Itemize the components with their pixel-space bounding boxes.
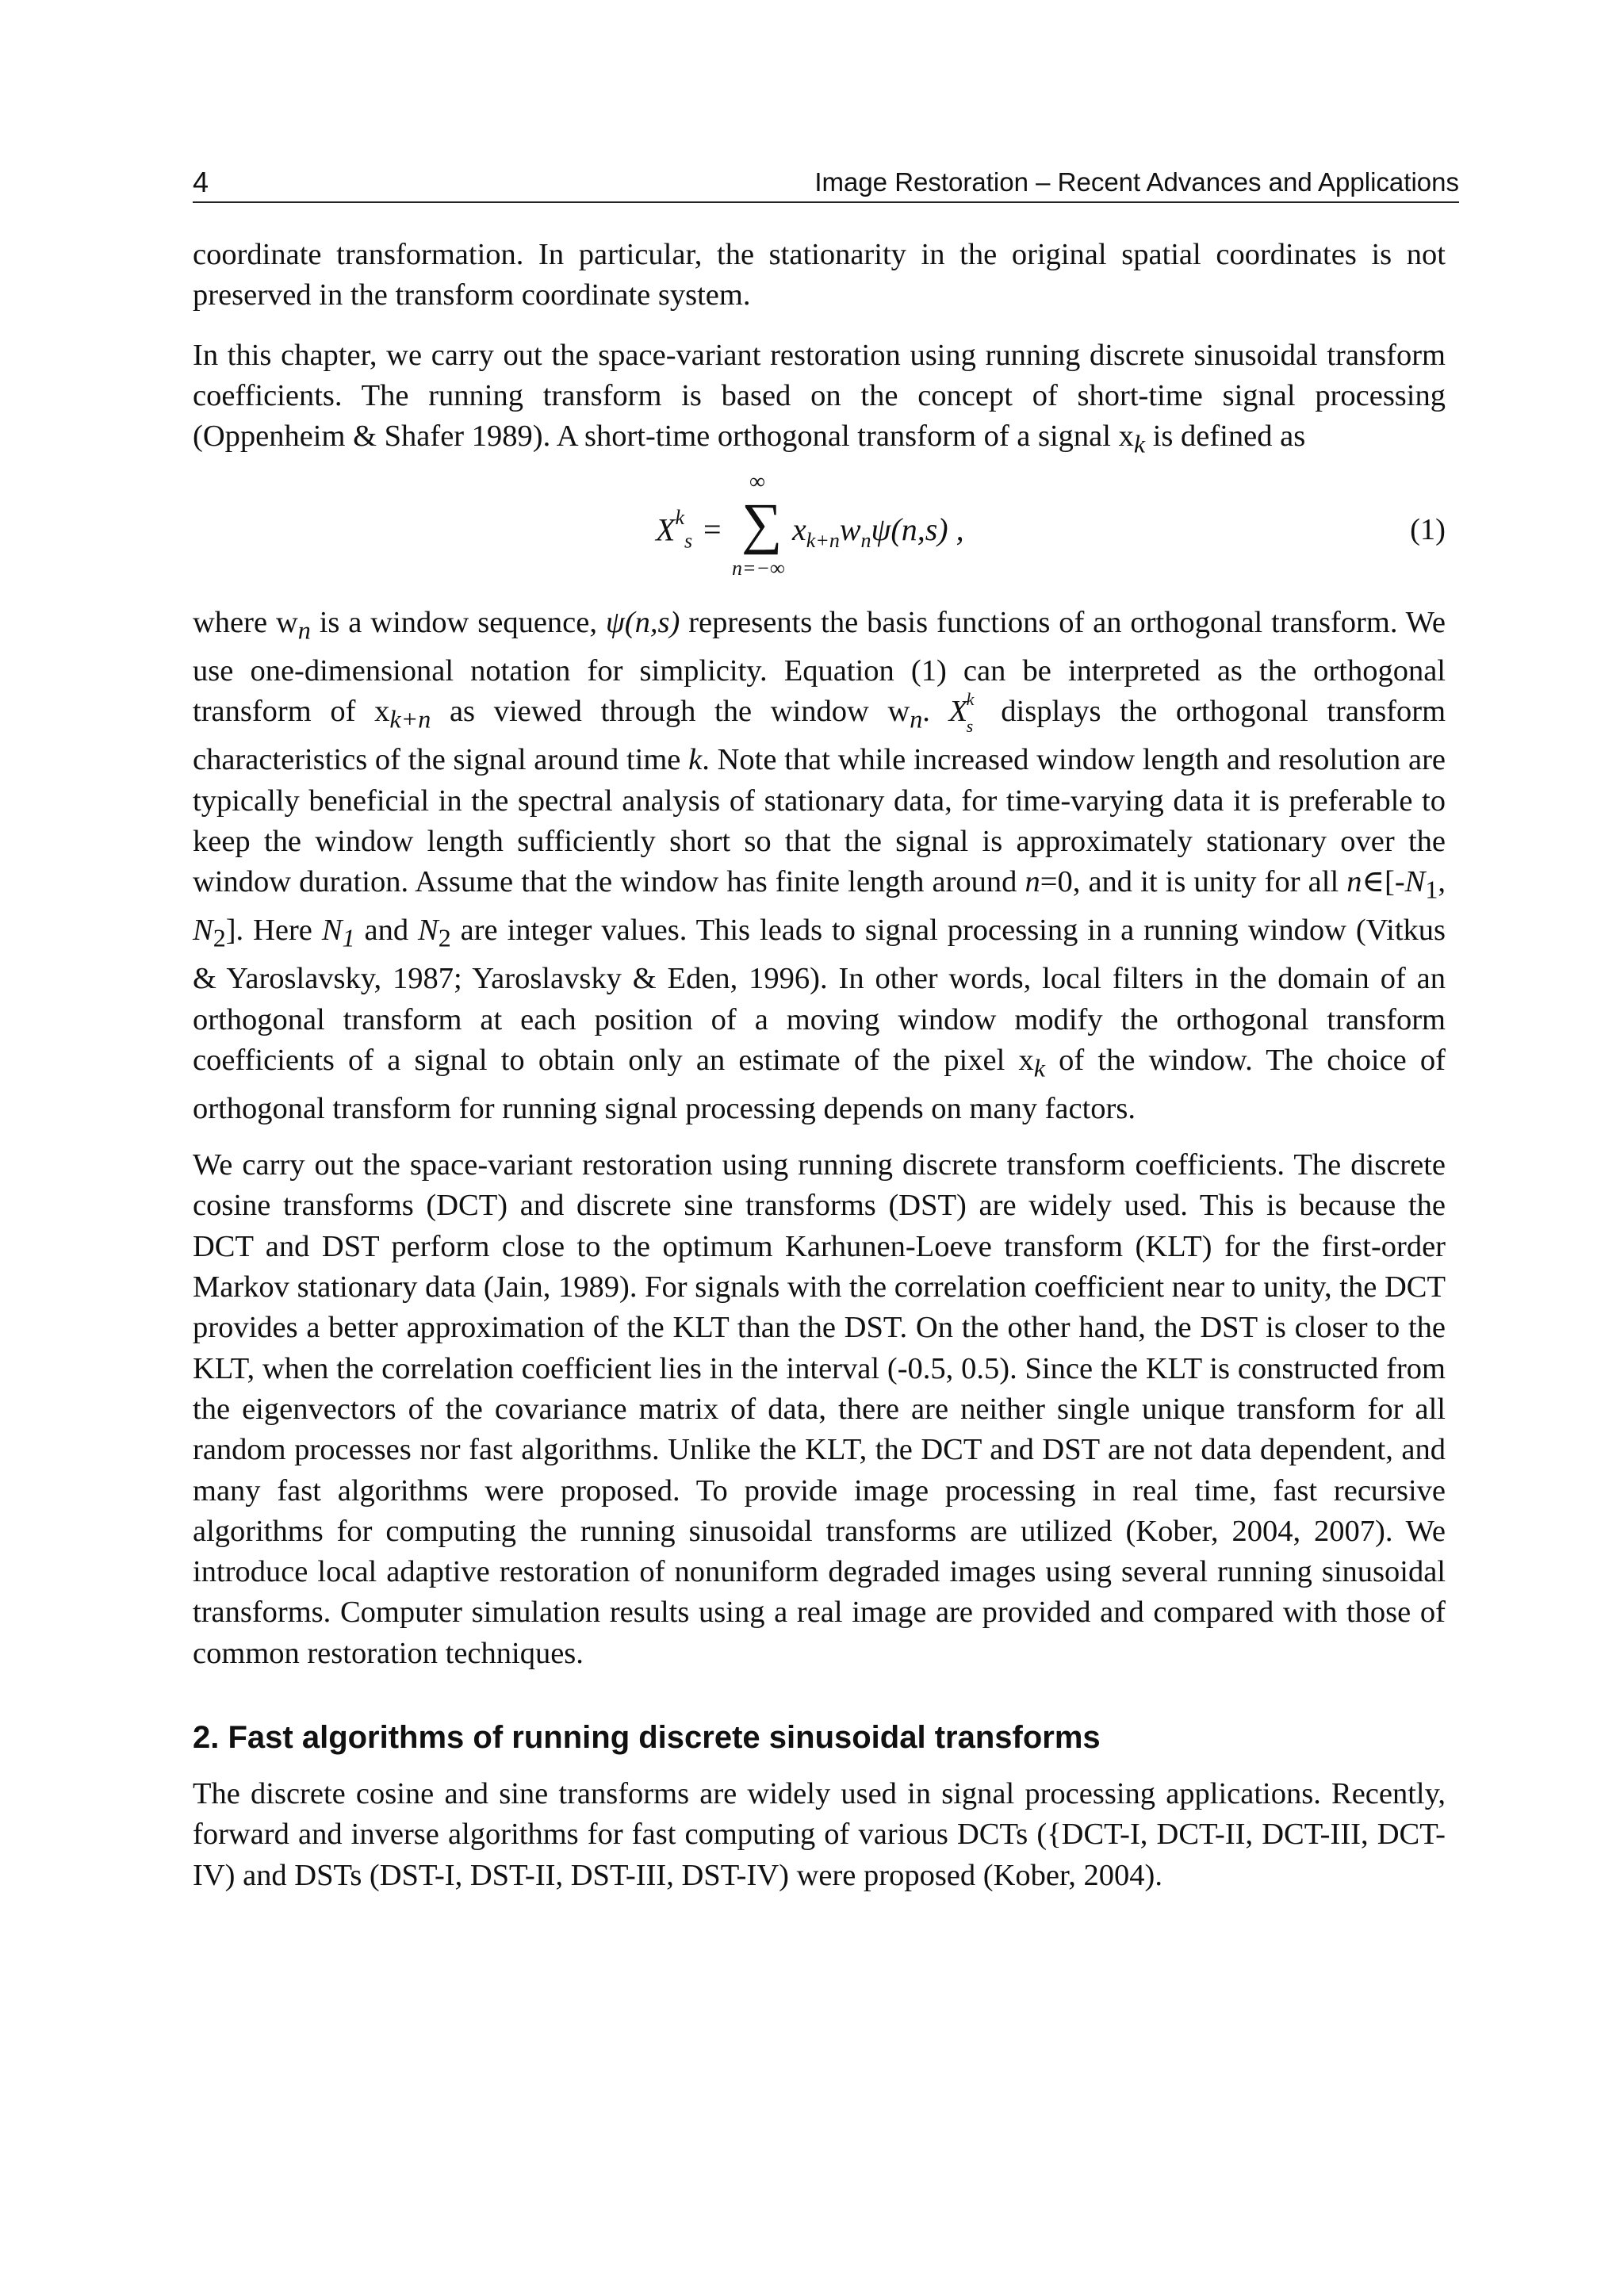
paragraph-5: The discrete cosine and sine transforms are widely used in signal processing applications. Recently, forward and inverse algorithms for fast computing of various DCTs ({DCT-I, DCT-II, DCT-III, DCT-IV) and DSTs (DST-I, DST-II, DST-III, DST-IV) were proposed (Kober, 2004). — [193, 1777, 1446, 1892]
p3-text-i: ∈[- — [1362, 865, 1405, 899]
p3-k: k — [688, 743, 703, 777]
section-heading: 2. Fast algorithms of running discrete sinusoidal transforms — [193, 1720, 1101, 1756]
p3-N2-sub: 2 — [213, 924, 226, 952]
p3-X-sup: k — [966, 689, 975, 710]
p3-X-sub: s — [966, 716, 974, 737]
equation-equals: = — [703, 511, 722, 548]
equation-lhs — [656, 506, 693, 553]
equation-lhs-sup: k — [675, 506, 684, 530]
paragraph-3 — [193, 603, 1446, 1129]
sum-lower-limit: n=−∞ — [732, 557, 785, 580]
summand-w-sub: n — [860, 529, 871, 553]
page-number: 4 — [193, 166, 209, 198]
summand-x-sub: k+n — [806, 529, 840, 553]
p3-N2: N — [193, 914, 213, 948]
p3-text-c: represents the basis functions of an orthogonal transform. We use one-dimensional notation for simplicity. Equation (1) can be interpreted as the orthogonal transform of x — [193, 606, 1446, 729]
equation-lhs-symbol: X — [656, 511, 676, 548]
p3-N1b-sub: 1 — [342, 924, 355, 952]
sum-upper-limit: ∞ — [749, 469, 765, 495]
summand-x: x — [792, 511, 806, 548]
equation-lhs-sub: s — [684, 529, 693, 553]
p3-N1b: N — [321, 914, 343, 948]
p3-text-b: is a window sequence, — [310, 606, 606, 640]
p3-text-d: as viewed through the window w — [431, 695, 910, 729]
p3-text-h: =0, and it is unity for all — [1040, 865, 1347, 899]
page-header — [193, 165, 1459, 203]
p3-N1-sub: 1 — [1425, 875, 1438, 905]
p3-sub-n: n — [297, 615, 311, 645]
equation-1 — [193, 469, 1446, 584]
p3-text-m: are integer values. This leads to signal processing in a running window (Vitkus & Yaroslavsky, 1987; Yaroslavsky & Eden, 1996). In other words, local filters in the domain of an orthogonal transform at each position of a moving window modify the orthogonal transform coefficients of a signal to obtain only an estimate of the pixel x — [193, 914, 1446, 1077]
p3-text-a: where w — [193, 606, 298, 640]
paragraph-2-text-a: In this chapter, we carry out the space-variant restoration using running discrete sinusoidal transform coefficients. The running transform is based on the concept of short-time signal processing (Oppenheim & Shafer 1989). A short-time orthogonal transform of a signal x — [193, 338, 1446, 454]
p3-N1: N — [1404, 865, 1426, 899]
running-title: Image Restoration – Recent Advances and Applications — [814, 167, 1459, 197]
paragraph-2-text-b: is defined as — [1145, 420, 1306, 454]
p3-inline-X — [948, 689, 982, 737]
p3-text-f: displays the orthogonal transform characteristics of the signal around time — [193, 695, 1446, 777]
paragraph-2-subscript: k — [1133, 429, 1146, 458]
sum-symbol: ∑ — [741, 492, 783, 556]
paragraph-2 — [193, 335, 1446, 465]
p3-psi: ψ(n,s) — [605, 606, 680, 640]
paragraph-4: We carry out the space-variant restoration using running discrete transform coefficients. The discrete cosine transforms (DCT) and discrete sine transforms (DST) are widely used. This is because the DCT and DST perform close to the optimum Karhunen-Loeve transform (KLT) for the first-order Markov stationary data (Jain, 1989). For signals with the correlation coefficient near to unity, the DCT provides a better approximation of the KLT than the DST. On the other hand, the DST is closer to the KLT, when the correlation coefficient lies in the interval (-0.5, 0.5). Since the KLT is constructed from the eigenvectors of the covariance matrix of data, there are neither single unique transform for all random processes nor fast algorithms. Unlike the KLT, the DCT and DST are not data dependent, and many fast algorithms were proposed. To provide image processing in real time, fast recursive algorithms for computing the running sinusoidal transforms are utilized (Kober, 2004, 2007). We introduce local adaptive restoration of nonuniform degraded images using several running sinusoidal transforms. Computer simulation results using a real image are provided and compared with those of common restoration techniques. — [193, 1148, 1446, 1670]
p3-text-g: . Note that while increased window length and resolution are typically beneficial in the spectral analysis of stationary data, for time-varying data it is preferable to keep the window length sufficiently short so that the signal is approximately stationary over the window duration. Assume that the window has finite length around — [193, 743, 1446, 899]
p3-sub-n2: n — [910, 705, 923, 734]
p3-text-j: , — [1438, 865, 1446, 899]
p3-text-n: of the window. The choice of orthogonal transform for running signal processing depends on many factors. — [193, 1043, 1446, 1125]
equation-summand — [792, 511, 964, 553]
p3-sub-kn: k+n — [389, 705, 431, 734]
equation-body — [656, 469, 1068, 584]
p3-text-e: . — [922, 695, 949, 729]
p3-text-l: and — [354, 914, 418, 948]
p3-N2b-sub: 2 — [438, 924, 451, 952]
p3-n0: n — [1025, 865, 1040, 899]
p3-X: X — [948, 695, 968, 729]
p3-N2b: N — [418, 914, 439, 948]
equation-number: (1) — [1410, 513, 1446, 547]
p3-text-k: ]. Here — [225, 914, 322, 948]
body-text — [193, 235, 1446, 1896]
p3-sub-k: k — [1033, 1053, 1045, 1082]
paragraph-1: coordinate transformation. In particular, the stationarity in the original spatial coordinates is not preserved in the transform coordinate system. — [193, 238, 1446, 312]
summand-w: w — [839, 511, 861, 548]
summand-psi: ψ(n,s) , — [871, 511, 964, 548]
p3-n-in: n — [1346, 865, 1362, 899]
